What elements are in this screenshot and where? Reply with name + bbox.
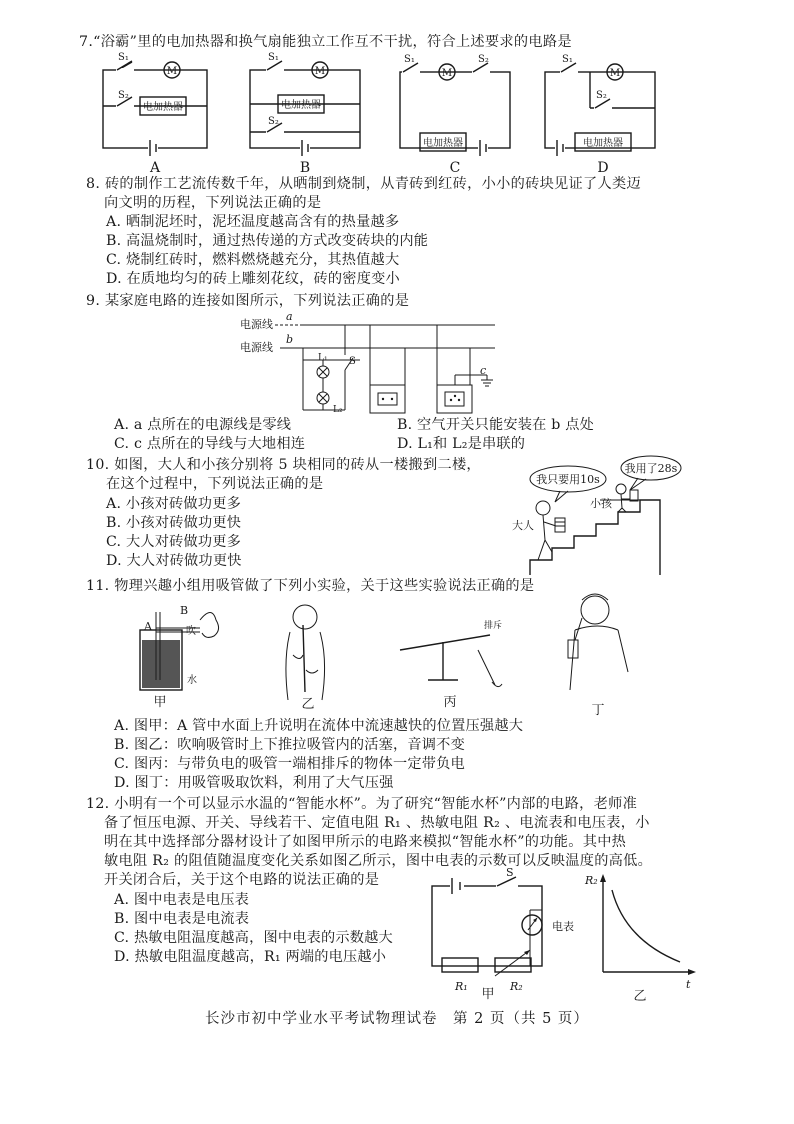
q11-fig-a-blow: 吹 <box>186 626 196 637</box>
q9-lamp1: L₁ <box>318 353 328 363</box>
q7-a-heater: 电加热器 <box>143 102 183 113</box>
q11-stem: 11. 物理兴趣小组用吸管做了下列小实验，关于这些实验说法正确的是 <box>86 578 535 594</box>
q7-b-motor: M <box>314 66 326 77</box>
q7-c-s2: S₂ <box>478 54 489 65</box>
q7-stem: 7.“浴霸”里的电加热器和换气扇能独立工作互不干扰，符合上述要求的电路是 <box>79 34 572 50</box>
q7-label-a: A <box>149 160 161 176</box>
q12-r1: R₁ <box>455 980 468 993</box>
q9-point-c: c <box>480 364 487 377</box>
q9-option-d: D. L₁和 L₂是串联的 <box>397 436 526 452</box>
q8-option-b: B. 高温烧制时，通过热传递的方式改变砖块的内能 <box>106 233 429 249</box>
q11-option-a: A. 图甲：A 管中水面上升说明在流体中流速越快的位置压强越大 <box>114 718 524 734</box>
q10-bubble-adult: 我只要用10s <box>536 473 600 486</box>
q7-b-s1: S₁ <box>268 52 279 63</box>
q11-label-ding: 丁 <box>591 703 605 718</box>
q11-label-yi: 乙 <box>301 697 315 712</box>
q11-label-bing: 丙 <box>443 695 457 710</box>
q7-d-s2: S₂ <box>596 90 607 101</box>
q12-fig-yi-label: 乙 <box>633 989 647 1004</box>
q12-stem-1: 12. 小明有一个可以显示水温的“智能水杯”。为了研究“智能水杯”内部的电路，老师准 <box>86 796 638 812</box>
q7-d-heater: 电加热器 <box>583 138 623 149</box>
q12-axis-y: R₂ <box>585 874 598 887</box>
q11-option-b: B. 图乙：吹响吸管时上下推拉吸管内的活塞，音调不变 <box>114 737 465 753</box>
q12-r2: R₂ <box>510 980 523 993</box>
q9-point-a: a <box>286 310 293 323</box>
q8-stem-2: 向文明的历程，下列说法正确的是 <box>104 195 322 211</box>
q9-stem: 9. 某家庭电路的连接如图所示，下列说法正确的是 <box>86 293 410 309</box>
q7-b-heater: 电加热器 <box>281 100 321 111</box>
q9-option-a: A. a 点所在的电源线是零线 <box>114 417 292 433</box>
q12-fig-jia-label: 甲 <box>481 987 495 1002</box>
q7-a-s2: S₂ <box>118 90 129 101</box>
q8-option-a: A. 晒制泥坯时，泥坯温度越高含有的热量越多 <box>106 214 400 230</box>
q10-label-child: 小孩 <box>590 497 612 510</box>
q7-b-s2: S₂ <box>268 116 279 127</box>
page-footer: 长沙市初中学业水平考试物理试卷 第 2 页（共 5 页） <box>205 1011 589 1027</box>
q7-label-d: D <box>597 160 609 176</box>
q9-option-b: B. 空气开关只能安装在 b 点处 <box>397 417 595 433</box>
q8-option-d: D. 在质地均匀的砖上雕刻花纹，砖的密度变小 <box>106 271 400 287</box>
q11-option-c: C. 图丙：与带负电的吸管一端相排斥的物体一定带负电 <box>114 756 465 772</box>
q7-label-b: B <box>299 160 311 176</box>
q12-axis-x: t <box>686 978 691 991</box>
q9-option-c: C. c 点所在的导线与大地相连 <box>114 436 306 452</box>
q12-meter-label: 电表 <box>552 920 574 933</box>
q10-option-a: A. 小孩对砖做功更多 <box>106 496 241 512</box>
q12-fig-jia <box>432 866 574 1002</box>
q11-option-d: D. 图丁：用吸管吸取饮料，利用了大气压强 <box>114 775 394 791</box>
q10-stem-1: 10. 如图，大人和小孩分别将 5 块相同的砖从一楼搬到二楼， <box>86 457 481 473</box>
q7-c-s1: S₁ <box>404 54 415 65</box>
q9-line-label-2: 电源线 <box>240 341 273 354</box>
q8-option-c: C. 烧制红砖时，燃料燃烧越充分，其热值越大 <box>106 252 400 268</box>
q11-label-jia: 甲 <box>153 695 167 710</box>
q10-bubble-child: 我用了28s <box>624 462 678 475</box>
q9-line-label-1: 电源线 <box>240 318 273 331</box>
q10-option-c: C. 大人对砖做功更多 <box>106 534 242 550</box>
q12-option-a: A. 图中电表是电压表 <box>114 892 249 908</box>
q7-a-s1: S₁ <box>118 52 129 63</box>
q10-label-adult: 大人 <box>512 519 534 532</box>
q12-stem-3: 明在其中选择部分器材设计了如图甲所示的电路来模拟“智能水杯”的功能。其中热 <box>104 834 627 850</box>
q9-lamp2: L₂ <box>333 405 343 415</box>
q12-option-d: D. 热敏电阻温度越高，R₁ 两端的电压越小 <box>114 949 387 965</box>
q12-option-b: B. 图中电表是电流表 <box>114 911 250 927</box>
q12-stem-4: 敏电阻 R₂ 的阻值随温度变化关系如图乙所示，图中电表的示数可以反映温度的高低。 <box>104 853 653 869</box>
q10-stem-2: 在这个过程中，下列说法正确的是 <box>106 476 324 492</box>
q7-c-heater: 电加热器 <box>423 138 463 149</box>
q7-d-s1: S₁ <box>562 54 573 65</box>
q11-fig-a-water: 水 <box>187 675 197 686</box>
q12-option-c: C. 热敏电阻温度越高，图中电表的示数越大 <box>114 930 393 946</box>
q11-fig-a-label-B: B <box>180 604 189 617</box>
q7-d-motor: M <box>609 68 621 79</box>
q9-point-b: b <box>286 333 294 346</box>
q12-stem-2: 备了恒压电源、开关、导线若干、定值电阻 R₁ 、热敏电阻 R₂ 、电流表和电压表，小 <box>104 815 650 831</box>
q12-r2-curve <box>612 890 680 962</box>
q12-switch: S <box>506 866 514 879</box>
q7-label-c: C <box>449 160 461 176</box>
q12-fig-yi <box>584 874 696 1004</box>
q9-switch: S <box>349 356 356 367</box>
q10-option-b: B. 小孩对砖做功更快 <box>106 515 242 531</box>
q11-fig-c-note: 排斥 <box>484 621 503 631</box>
q7-c-motor: M <box>441 68 453 79</box>
q10-option-d: D. 大人对砖做功更快 <box>106 553 242 569</box>
q12-stem-5: 开关闭合后，关于这个电路的说法正确的是 <box>104 872 380 888</box>
q8-stem-1: 8. 砖的制作工艺流传数千年，从晒制到烧制，从青砖到红砖，小小的砖块见证了人类迈 <box>86 176 641 192</box>
q11-fig-a-label-A: A <box>144 620 152 633</box>
q7-a-motor: M <box>166 66 178 77</box>
